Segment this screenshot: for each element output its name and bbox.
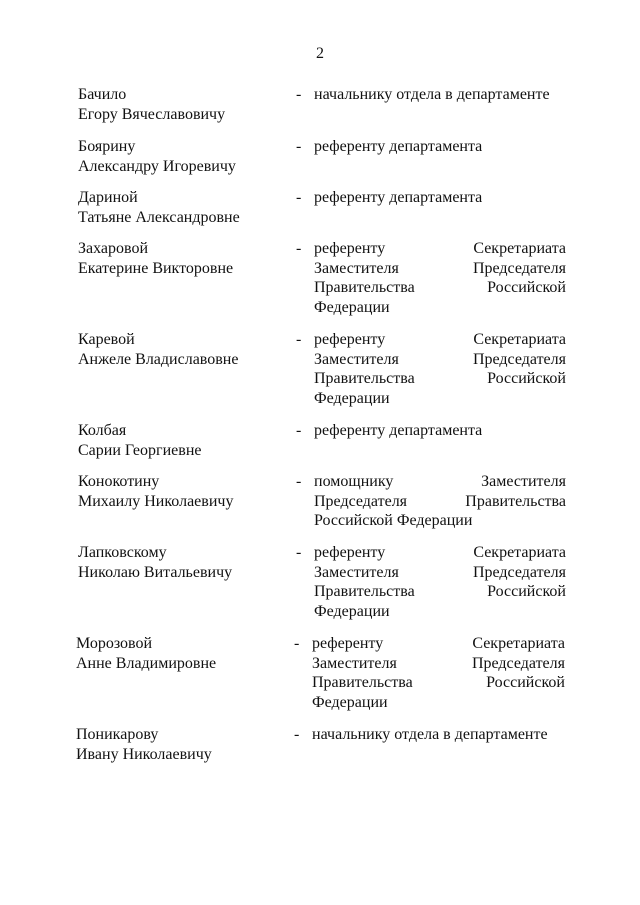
person-name <box>78 472 288 511</box>
surname: Поникарову <box>76 726 159 743</box>
given-names: Ивану Николаевичу <box>76 745 212 763</box>
position-line: начальнику отдела в департаменте <box>314 86 550 103</box>
position-text <box>312 634 565 712</box>
position-line: Правительства Российской <box>314 370 566 387</box>
dash-separator: - <box>294 726 300 743</box>
position-line: Заместителя Председателя <box>314 350 566 368</box>
surname: Лапковскому <box>78 544 167 561</box>
page-number: 2 <box>316 45 324 62</box>
person-name <box>78 330 288 369</box>
given-names: Егору Вячеславовичу <box>78 105 226 123</box>
surname: Боярину <box>78 138 136 155</box>
surname: Дариной <box>78 189 138 206</box>
surname: Морозовой <box>76 635 153 652</box>
position-text <box>312 725 564 745</box>
position-line: референту департамента <box>314 189 483 206</box>
position-line: Председателя Правительства <box>314 492 566 510</box>
position-line: Федерации <box>312 693 388 711</box>
given-names: Анне Владимировне <box>76 654 217 672</box>
dash-separator: - <box>296 473 302 490</box>
person-name <box>78 188 288 227</box>
given-names: Анжеле Владиславовне <box>78 350 239 368</box>
person-name <box>76 634 286 673</box>
position-line: референту Секретариата <box>314 240 566 257</box>
position-line: Федерации <box>314 602 390 620</box>
surname: Колбая <box>78 422 127 439</box>
position-line: референту департамента <box>314 422 483 439</box>
surname: Конокотину <box>78 473 160 490</box>
position-text <box>314 85 566 105</box>
given-names: Татьяне Александровне <box>78 208 240 226</box>
position-line: Заместителя Председателя <box>314 259 566 277</box>
given-names: Сарии Георгиевне <box>78 441 202 459</box>
position-line: Российской Федерации <box>314 512 473 529</box>
position-line: референту Секретариата <box>314 544 566 561</box>
dash-separator: - <box>296 422 302 439</box>
position-line: Федерации <box>314 389 390 407</box>
dash-separator: - <box>296 544 302 561</box>
position-text <box>314 137 566 157</box>
surname: Бачило <box>78 86 127 103</box>
position-text <box>314 543 566 621</box>
dash-separator: - <box>296 240 302 257</box>
position-text <box>314 239 566 317</box>
given-names: Александру Игоревичу <box>78 157 236 175</box>
dash-separator: - <box>294 635 300 652</box>
dash-separator: - <box>296 331 302 348</box>
person-name <box>78 85 288 124</box>
given-names: Михаилу Николаевичу <box>78 492 234 510</box>
position-line: референту Секретариата <box>312 635 565 652</box>
position-line: Правительства Российской <box>314 279 566 296</box>
dash-separator: - <box>296 189 302 206</box>
position-text <box>314 472 566 531</box>
position-text <box>314 421 566 441</box>
dash-separator: - <box>296 138 302 155</box>
position-text <box>314 330 566 408</box>
position-line: Федерации <box>314 298 390 316</box>
dash-separator: - <box>296 86 302 103</box>
person-name <box>78 543 288 582</box>
position-line: референту Секретариата <box>314 331 566 348</box>
position-line: референту департамента <box>314 138 483 155</box>
surname: Захаровой <box>78 240 149 257</box>
position-line: помощнику Заместителя <box>314 473 566 490</box>
person-name <box>76 725 286 764</box>
position-line: Заместителя Председателя <box>312 654 565 672</box>
position-line: Правительства Российской <box>314 583 566 600</box>
position-text <box>314 188 566 208</box>
person-name <box>78 239 288 278</box>
position-line: Правительства Российской <box>312 674 565 691</box>
person-name <box>78 421 288 460</box>
position-line: начальнику отдела в департаменте <box>312 726 548 743</box>
person-name <box>78 137 288 176</box>
given-names: Екатерине Викторовне <box>78 259 234 277</box>
surname: Каревой <box>78 331 135 348</box>
given-names: Николаю Витальевичу <box>78 563 233 581</box>
position-line: Заместителя Председателя <box>314 563 566 581</box>
